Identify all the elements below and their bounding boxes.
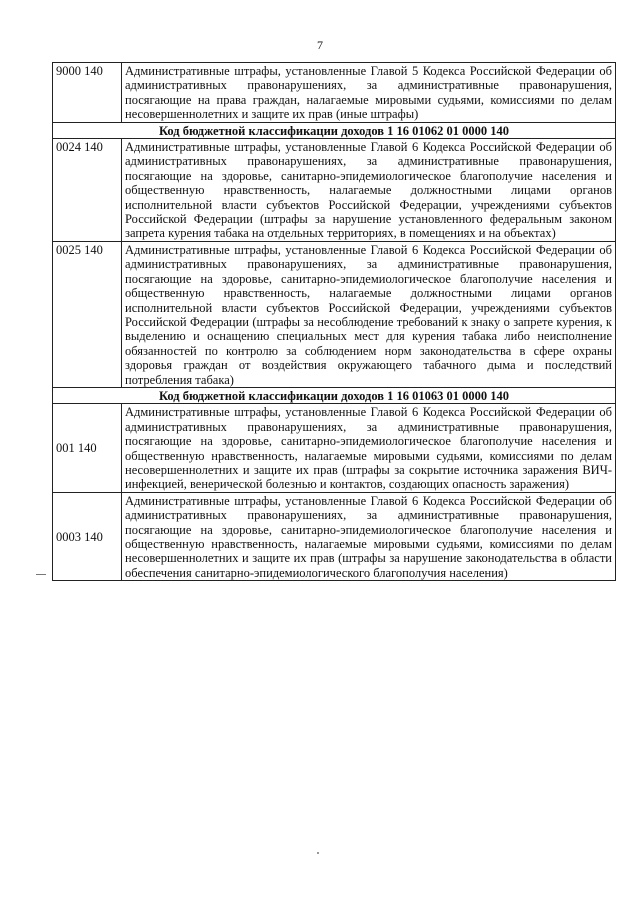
- table-row: [53, 241, 616, 387]
- description-cell: Административные штрафы, установленные Главой 6 Кодекса Российской Федерации об административных правонарушениях, за административные правонарушения, посягающие на здоровье, санитарно-эпидемиологическое благополучие населения и общественную нравственность, налагаемые должностными лицами органов исполнительной власти субъектов Российской Федерации, учреждениями субъектов Российской Федерации (штрафы за несоблюдение требований к знаку о запрете курения, к выделению и оснащению специальных мест для курения табака либо неисполнение обязанностей по контролю за соблюдением норм законодательства в сфере охраны здоровья граждан от воздействия окружающего табачного дыма и последствий потребления табака): [122, 241, 616, 387]
- code-cell: 001 140: [53, 404, 122, 492]
- budget-code-table: [52, 62, 616, 581]
- table-row: [53, 63, 616, 123]
- page-number: 7: [317, 38, 323, 52]
- section-heading: Код бюджетной классификации доходов 1 16 01062 01 0000 140: [53, 122, 616, 138]
- description-cell: Административные штрафы, установленные Главой 5 Кодекса Российской Федерации об административных правонарушениях, за административные правонарушения, посягающие на права граждан, налагаемые мировыми судьями, комиссиями по делам несовершеннолетних и защите их прав (иные штрафы): [122, 63, 616, 123]
- code-cell: 0003 140: [53, 492, 122, 580]
- section-heading: Код бюджетной классификации доходов 1 16 01063 01 0000 140: [53, 387, 616, 403]
- description-cell: Административные штрафы, установленные Главой 6 Кодекса Российской Федерации об административных правонарушениях, за административные правонарушения, посягающие на здоровье, санитарно-эпидемиологическое благополучие населения и общественную нравственность, налагаемые мировыми судьями, комиссиями по делам несовершеннолетних и защите их прав (штрафы за сокрытие источника заражения ВИЧ-инфекцией, венерической болезнью и контактов, создающих опасность заражения): [122, 404, 616, 492]
- scan-dot: [317, 852, 319, 854]
- table-row: [53, 492, 616, 580]
- code-cell: 0025 140: [53, 241, 122, 387]
- table-row: [53, 404, 616, 492]
- margin-mark: [36, 574, 46, 575]
- description-cell: Административные штрафы, установленные Главой 6 Кодекса Российской Федерации об административных правонарушениях, за административные правонарушения, посягающие на здоровье, санитарно-эпидемиологическое благополучие населения и общественную нравственность, налагаемые должностными лицами органов исполнительной власти субъектов Российской Федерации, учреждениями субъектов Российской Федерации (штрафы за нарушение установленного федеральным законом запрета курения табака на отдельных территориях, в помещениях и на объектах): [122, 139, 616, 242]
- code-cell: 9000 140: [53, 63, 122, 123]
- table-row: [53, 139, 616, 242]
- code-cell: 0024 140: [53, 139, 122, 242]
- section-heading-row: [53, 387, 616, 403]
- description-cell: Административные штрафы, установленные Главой 6 Кодекса Российской Федерации об административных правонарушениях, за административные правонарушения, посягающие на здоровье, санитарно-эпидемиологическое благополучие населения и общественную нравственность, налагаемые мировыми судьями, комиссиями по делам несовершеннолетних и защите их прав (штрафы за нарушение законодательства в области обеспечения санитарно-эпидемиологического благополучия населения): [122, 492, 616, 580]
- section-heading-row: [53, 122, 616, 138]
